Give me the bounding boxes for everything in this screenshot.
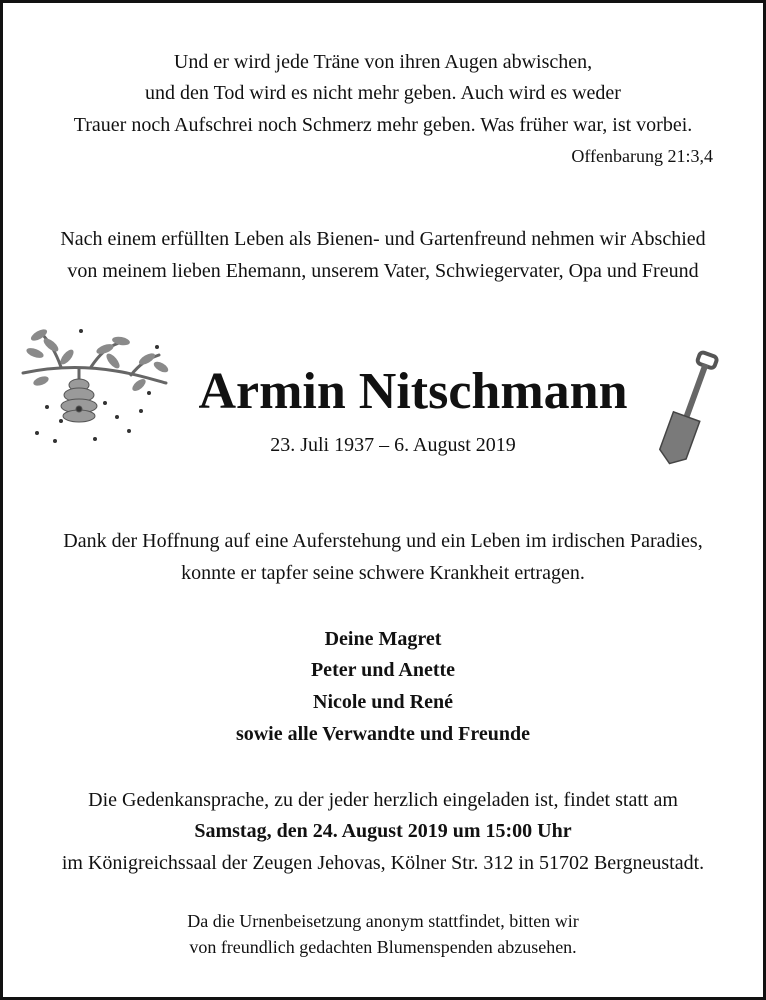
life-dates: 23. Juli 1937 – 6. August 2019	[270, 434, 516, 456]
note-line: Da die Urnenbeisetzung anonym stattfindet, bitten wir	[187, 911, 579, 931]
beehive	[61, 379, 97, 422]
intro-line: von meinem lieben Ehemann, unserem Vater, Schwiegervater, Opa und Freund	[67, 260, 699, 282]
mourner: sowie alle Verwandte und Freunde	[235, 723, 531, 745]
note-line: von freundlich gedachten Blumenspenden abzusehen.	[189, 937, 577, 957]
spade-icon	[653, 349, 725, 471]
verse-reference: Offenbarung 21:3,4	[571, 146, 713, 166]
deceased-name: Armin Nitschmann	[198, 363, 628, 420]
mourner: Nicole und René	[313, 691, 453, 713]
memorial-location: im Königreichssaal der Zeugen Jehovas, Kölner Str. 312 in 51702 Bergneustadt.	[61, 852, 705, 874]
verse-line: Und er wird jede Träne von ihren Augen abwischen,	[173, 51, 593, 73]
hope-line: Dank der Hoffnung auf eine Auferstehung und ein Leben im irdischen Paradies,	[63, 530, 703, 552]
hope-line: konnte er tapfer seine schwere Krankheit ertragen.	[181, 562, 585, 584]
intro-line: Nach einem erfüllten Leben als Bienen- und Gartenfreund nehmen wir Abschied	[60, 228, 706, 250]
mourner: Peter und Anette	[310, 659, 456, 681]
memorial-line: Die Gedenkansprache, zu der jeder herzlich eingeladen ist, findet statt am	[88, 789, 678, 811]
memorial-datetime: Samstag, den 24. August 2019 um 15:00 Uhr	[194, 820, 572, 842]
verse-line: und den Tod wird es nicht mehr geben. Auch wird es weder	[145, 82, 621, 104]
verse-line: Trauer noch Aufschrei noch Schmerz mehr geben. Was früher war, ist vorbei.	[73, 114, 693, 136]
mourner: Deine Magret	[324, 628, 442, 650]
